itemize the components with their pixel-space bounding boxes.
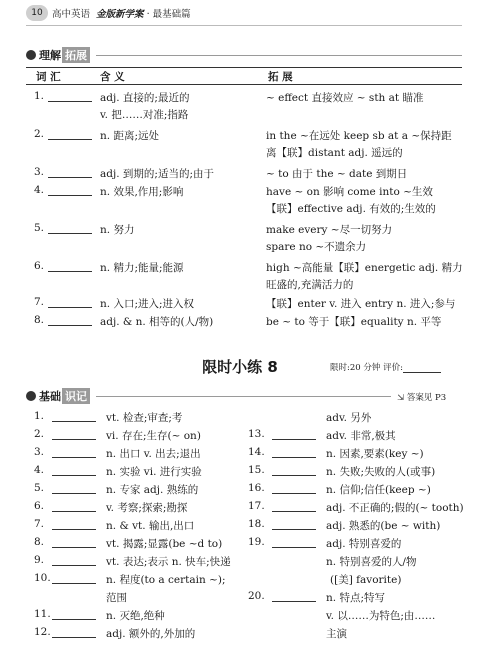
vocab-meaning: adj. & n. 相等的(人/物) [100, 316, 214, 328]
practice-blank[interactable] [52, 572, 96, 584]
vocab-meaning: n. 努力 [100, 224, 135, 236]
vocab-expand: ~ effect 直接效应 ~ sth at 瞄准 [266, 92, 424, 104]
practice-item-number: 4. [34, 464, 45, 476]
practice-item-text: adj. 特别喜爱的 [326, 538, 402, 550]
vocab-blank[interactable] [48, 128, 92, 140]
section-basic-memory-header [26, 389, 391, 403]
evaluation-blank[interactable] [403, 363, 441, 373]
section-bar [96, 396, 391, 397]
practice-blank[interactable] [272, 500, 316, 512]
running-header [52, 6, 191, 20]
vocab-expand: ~ to 由于 the ~ date 到期日 [266, 168, 408, 180]
practice-item-text: v. 以……为特色;由…… [326, 610, 436, 622]
practice-item-number: 9. [34, 554, 45, 566]
vocab-expand: have ~ on 影响 come into ~生效 [266, 186, 433, 198]
practice-blank[interactable] [272, 536, 316, 548]
practice-item-number: 16. [248, 482, 265, 494]
vocab-blank[interactable] [48, 222, 92, 234]
practice-blank[interactable] [52, 482, 96, 494]
practice-item-number: 3. [34, 446, 45, 458]
section-bullet-icon [26, 391, 36, 401]
practice-item-text: ([美] favorite) [330, 574, 402, 586]
practice-item-text: vt. 揭露;显露(be ~d to) [106, 538, 223, 550]
practice-item-text: adj. 不正确的;假的(~ tooth) [326, 502, 464, 514]
practice-item-text: vi. 存在;生存(~ on) [106, 430, 201, 442]
practice-blank[interactable] [52, 608, 96, 620]
practice-item-text: n. 因素,要素(key ~) [326, 448, 424, 460]
practice-item-number: 7. [34, 518, 45, 530]
practice-item-number: 20. [248, 590, 265, 602]
vocab-blank[interactable] [48, 314, 92, 326]
practice-blank[interactable] [52, 464, 96, 476]
practice-item-text: n. & vt. 输出,出口 [106, 520, 195, 532]
practice-blank[interactable] [52, 446, 96, 458]
vocab-row-number: 7. [34, 296, 45, 308]
vocab-expand: be ~ to 等于【联】equality n. 平等 [266, 316, 442, 328]
practice-item-number: 1. [34, 410, 45, 422]
vocab-row-number: 1. [34, 90, 45, 102]
practice-item-text: v. 考察;探索;勘探 [106, 502, 188, 514]
practice-item-number: 19. [248, 536, 265, 548]
vocab-expand: in the ~在远处 keep sb at a ~保持距 [266, 130, 452, 142]
practice-blank[interactable] [52, 428, 96, 440]
timer-label [330, 361, 441, 373]
book-subtitle: 最基础篇 [152, 9, 191, 20]
practice-item-number: 18. [248, 518, 265, 530]
practice-blank[interactable] [272, 428, 316, 440]
section-understand-expand-header [26, 48, 462, 62]
practice-item-text: n. 实验 vi. 进行实验 [106, 466, 202, 478]
vocab-meaning: v. 把……对准;指路 [100, 109, 189, 121]
practice-item-number: 13. [248, 428, 265, 440]
vocab-row-number: 5. [34, 222, 45, 234]
practice-item-text: n. 失败;失败的人(或事) [326, 466, 436, 478]
table-top-rule [26, 67, 462, 68]
page-number: 10 [26, 5, 48, 21]
col-head-meaning: 含 义 [100, 71, 125, 83]
vocab-meaning: adj. 直接的;最近的 [100, 92, 190, 104]
practice-item-text: vt. 表达;表示 n. 快车;快递 [106, 556, 231, 568]
vocab-expand: high ~高能量【联】energetic adj. 精力 [266, 262, 463, 274]
practice-blank[interactable] [272, 446, 316, 458]
practice-item-number: 14. [248, 446, 265, 458]
practice-item-number: 2. [34, 428, 45, 440]
practice-item-text: n. 程度(to a certain ~); [106, 574, 226, 586]
practice-item-text: vt. 检查;审查;考 [106, 412, 183, 424]
practice-item-number: 10. [34, 572, 51, 584]
section-title-light: 识记 [62, 388, 90, 404]
vocab-expand: make every ~尽一切努力 [266, 224, 393, 236]
vocab-expand: 旺盛的,充满活力的 [266, 279, 354, 291]
section-bullet-icon [26, 50, 36, 60]
header-rule [26, 25, 462, 26]
practice-item-number: 5. [34, 482, 45, 494]
vocab-expand: 【联】effective adj. 有效的;生效的 [266, 203, 436, 215]
col-head-expand: 拓 展 [268, 71, 293, 83]
book-title: 高中英语 [52, 9, 91, 20]
practice-blank[interactable] [52, 536, 96, 548]
practice-blank[interactable] [52, 500, 96, 512]
vocab-blank[interactable] [48, 184, 92, 196]
practice-item-text: n. 信仰;信任(keep ~) [326, 484, 431, 496]
practice-item-text: n. 灭绝,绝种 [106, 610, 165, 622]
vocab-row-number: 4. [34, 184, 45, 196]
section-title-dark: 理解 [39, 49, 61, 62]
vocab-row-number: 3. [34, 166, 45, 178]
vocab-meaning: n. 精力;能量;能源 [100, 262, 184, 274]
practice-item-text: adj. 额外的,外加的 [106, 628, 196, 640]
vocab-meaning: adj. 到期的;适当的;由于 [100, 168, 214, 180]
vocab-expand: 离【联】distant adj. 遥远的 [266, 147, 403, 159]
practice-item-text: n. 专家 adj. 熟练的 [106, 484, 199, 496]
answer-ref-text: 答案见 P3 [406, 393, 447, 403]
vocab-blank[interactable] [48, 260, 92, 272]
practice-item-text: n. 特别喜爱的人/物 [326, 556, 417, 568]
practice-blank[interactable] [52, 554, 96, 566]
vocab-expand: spare no ~不遗余力 [266, 241, 367, 253]
practice-item-number: 15. [248, 464, 265, 476]
practice-blank[interactable] [52, 626, 96, 638]
header-dot: · [146, 9, 153, 20]
section-bar [96, 55, 462, 56]
timer-text: 限时:20 分钟 评价: [330, 363, 403, 373]
vocab-meaning: n. 距离;远处 [100, 130, 159, 142]
vocab-row-number: 8. [34, 314, 45, 326]
practice-item-text: 主演 [326, 628, 347, 640]
vocab-blank[interactable] [48, 296, 92, 308]
vocab-row-number: 2. [34, 128, 45, 140]
practice-item-text: adj. 熟悉的(be ~ with) [326, 520, 441, 532]
practice-item-number: 8. [34, 536, 45, 548]
arrow-icon: ⇲ [397, 393, 407, 403]
vocab-blank[interactable] [48, 166, 92, 178]
vocab-row-number: 6. [34, 260, 45, 272]
practice-blank[interactable] [272, 590, 316, 602]
col-head-word: 词 汇 [36, 71, 61, 83]
table-head-rule [26, 84, 462, 85]
practice-blank[interactable] [272, 464, 316, 476]
practice-item-text: 范围 [106, 592, 127, 604]
vocab-meaning: n. 入口;进入;进入权 [100, 298, 195, 310]
answer-reference [397, 391, 446, 403]
practice-item-text: adv. 另外 [326, 412, 372, 424]
practice-blank[interactable] [52, 518, 96, 530]
vocab-blank[interactable] [48, 90, 92, 102]
vocab-expand: 【联】enter v. 进入 entry n. 进入;参与 [266, 298, 456, 310]
practice-item-number: 12. [34, 626, 51, 638]
practice-item-text: adv. 非常,极其 [326, 430, 396, 442]
practice-blank[interactable] [52, 410, 96, 422]
vocab-meaning: n. 效果,作用;影响 [100, 186, 184, 198]
series-logo: 金版新学案 [96, 9, 144, 20]
practice-item-number: 17. [248, 500, 265, 512]
practice-item-number: 6. [34, 500, 45, 512]
practice-blank[interactable] [272, 482, 316, 494]
section-title-light: 拓展 [62, 47, 90, 63]
practice-item-text: n. 特点;特写 [326, 592, 385, 604]
practice-blank[interactable] [272, 518, 316, 530]
practice-item-text: n. 出口 v. 出去;退出 [106, 448, 201, 460]
practice-item-number: 11. [34, 608, 51, 620]
section-title-dark: 基础 [39, 390, 61, 403]
practice-title: 限时小练 8 [202, 358, 278, 376]
